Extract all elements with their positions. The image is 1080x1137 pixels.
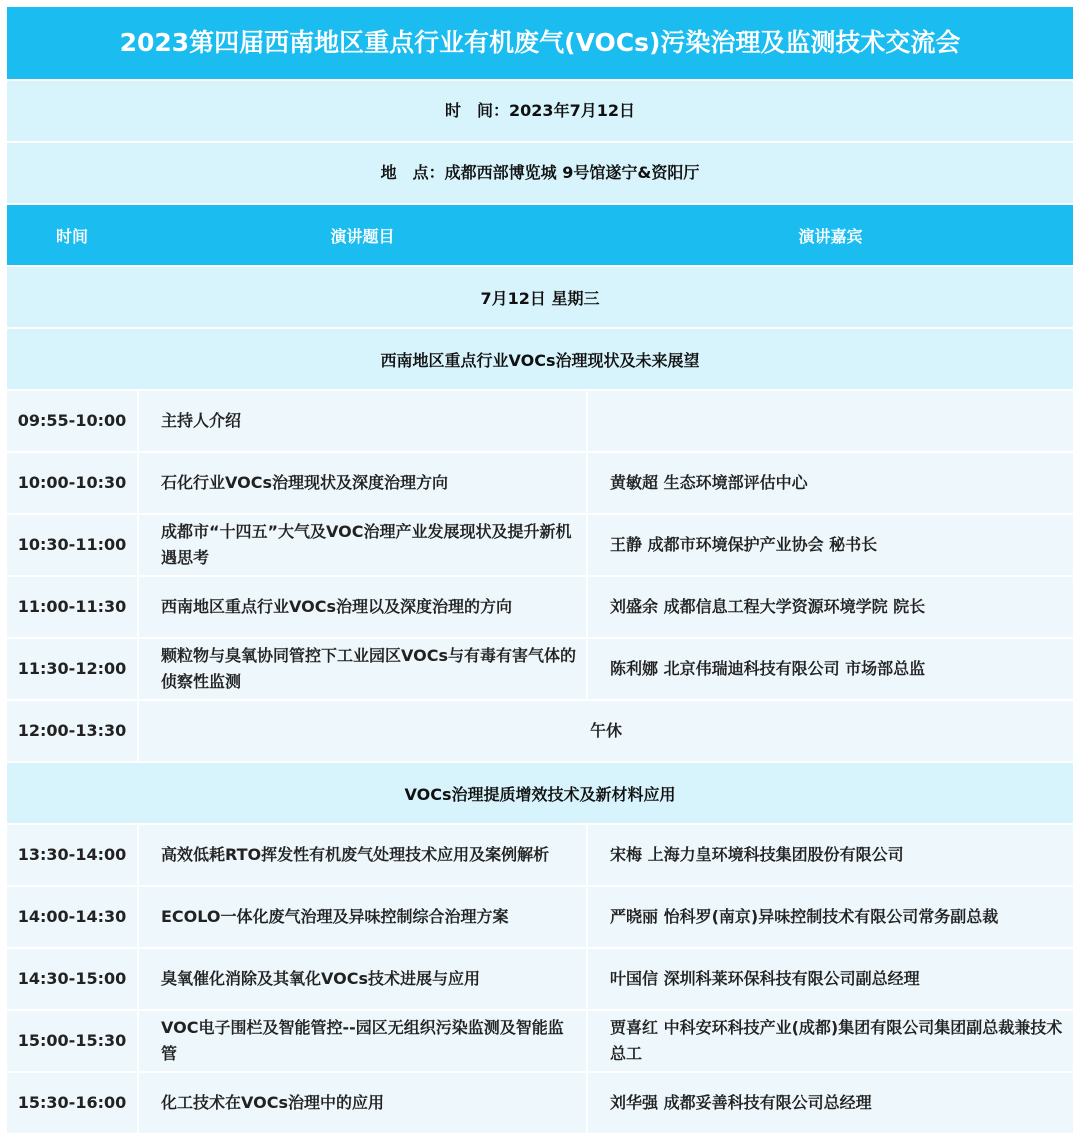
row-time: 11:30-12:00 bbox=[7, 639, 137, 699]
table-row bbox=[7, 453, 1073, 513]
table-row bbox=[7, 887, 1073, 947]
row-speaker bbox=[588, 391, 1073, 451]
row-topic: 成都市“十四五”大气及VOC治理产业发展现状及提升新机遇思考 bbox=[139, 515, 586, 575]
row-topic: 高效低耗RTO挥发性有机废气处理技术应用及案例解析 bbox=[139, 825, 586, 885]
table-row bbox=[7, 825, 1073, 885]
row-topic: 主持人介绍 bbox=[139, 391, 586, 451]
header-time: 时间 bbox=[7, 205, 137, 265]
table-row bbox=[7, 391, 1073, 451]
table-header bbox=[7, 205, 1073, 265]
event-time: 时 间：2023年7月12日 bbox=[7, 81, 1073, 141]
row-time: 09:55-10:00 bbox=[7, 391, 137, 451]
row-time: 13:30-14:00 bbox=[7, 825, 137, 885]
row-topic: 石化行业VOCs治理现状及深度治理方向 bbox=[139, 453, 586, 513]
header-topic: 演讲题目 bbox=[139, 205, 586, 265]
row-speaker: 严晓丽 怡科罗(南京)异味控制技术有限公司常务副总裁 bbox=[588, 887, 1073, 947]
row-time: 10:00-10:30 bbox=[7, 453, 137, 513]
table-row bbox=[7, 639, 1073, 699]
table-row bbox=[7, 515, 1073, 575]
row-time: 10:30-11:00 bbox=[7, 515, 137, 575]
agenda-table bbox=[7, 7, 1073, 1133]
table-row bbox=[7, 1011, 1073, 1071]
row-speaker: 宋梅 上海力皇环境科技集团股份有限公司 bbox=[588, 825, 1073, 885]
section-title: 西南地区重点行业VOCs治理现状及未来展望 bbox=[7, 329, 1073, 389]
row-speaker: 刘华强 成都妥善科技有限公司总经理 bbox=[588, 1073, 1073, 1133]
row-speaker: 陈利娜 北京伟瑞迪科技有限公司 市场部总监 bbox=[588, 639, 1073, 699]
row-speaker: 叶国信 深圳科莱环保科技有限公司副总经理 bbox=[588, 949, 1073, 1009]
header-speaker: 演讲嘉宾 bbox=[588, 205, 1073, 265]
row-speaker: 刘盛余 成都信息工程大学资源环境学院 院长 bbox=[588, 577, 1073, 637]
section-title: VOCs治理提质增效技术及新材料应用 bbox=[7, 763, 1073, 823]
row-topic: ECOLO一体化废气治理及异味控制综合治理方案 bbox=[139, 887, 586, 947]
row-time: 11:00-11:30 bbox=[7, 577, 137, 637]
page-title: 2023第四届西南地区重点行业有机废气(VOCs)污染治理及监测技术交流会 bbox=[7, 7, 1073, 79]
row-time: 12:00-13:30 bbox=[7, 701, 137, 761]
day-label: 7月12日 星期三 bbox=[7, 267, 1073, 327]
row-topic: 臭氧催化消除及其氧化VOCs技术进展与应用 bbox=[139, 949, 586, 1009]
event-place: 地 点：成都西部博览城 9号馆遂宁&资阳厅 bbox=[7, 143, 1073, 203]
row-time: 15:30-16:00 bbox=[7, 1073, 137, 1133]
row-speaker: 贾喜红 中科安环科技产业(成都)集团有限公司集团副总裁兼技术总工 bbox=[588, 1011, 1073, 1071]
row-speaker: 黄敏超 生态环境部评估中心 bbox=[588, 453, 1073, 513]
row-topic: VOC电子围栏及智能管控--园区无组织污染监测及智能监管 bbox=[139, 1011, 586, 1071]
row-topic: 西南地区重点行业VOCs治理以及深度治理的方向 bbox=[139, 577, 586, 637]
table-row bbox=[7, 577, 1073, 637]
row-time: 14:30-15:00 bbox=[7, 949, 137, 1009]
row-topic: 颗粒物与臭氧协同管控下工业园区VOCs与有毒有害气体的侦察性监测 bbox=[139, 639, 586, 699]
row-time: 14:00-14:30 bbox=[7, 887, 137, 947]
row-topic: 化工技术在VOCs治理中的应用 bbox=[139, 1073, 586, 1133]
row-speaker: 王静 成都市环境保护产业协会 秘书长 bbox=[588, 515, 1073, 575]
lunch-break: 午休 bbox=[139, 701, 1073, 761]
table-row bbox=[7, 701, 1073, 761]
table-row bbox=[7, 949, 1073, 1009]
table-row bbox=[7, 1073, 1073, 1133]
row-time: 15:00-15:30 bbox=[7, 1011, 137, 1071]
